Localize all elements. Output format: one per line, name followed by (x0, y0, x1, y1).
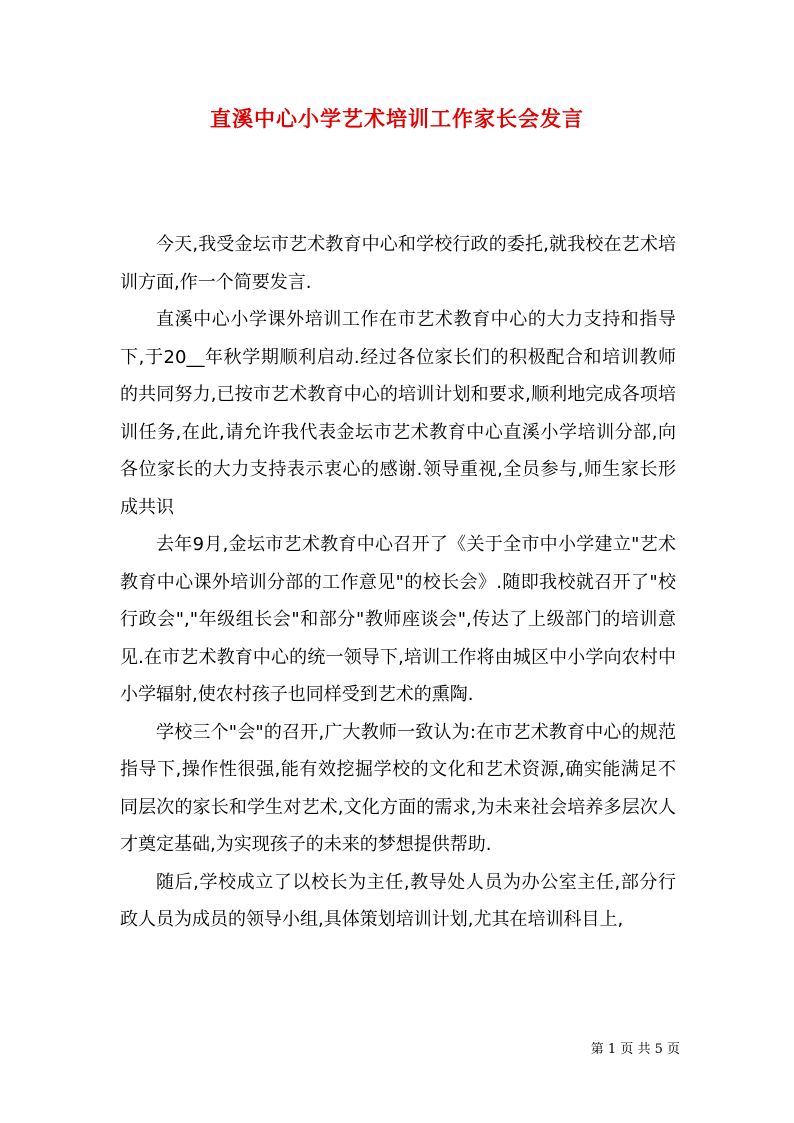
paragraph-3: 去年9月,金坛市艺术教育中心召开了《关于全市中小学建立"艺术教育中心课外培训分部的工作意见"的校长会》.随即我校就召开了"校行政会","年级组长会"和部分"教师座谈会",传达了上级部门的培训意见.在市艺术教育中心的统一领导下,培训工作将由城区中小学向农村中小学辐射,使农村孩子也同样受到艺术的熏陶. (120, 534, 676, 705)
paragraph-2: 直溪中心小学课外培训工作在市艺术教育中心的大力支持和指导下,于20__年秋学期顺利启动.经过各位家长们的积极配合和培训教师的共同努力,已按市艺术教育中心的培训计划和要求,顺利地完成各项培训任务,在此,请允许我代表金坛市艺术教育中心直溪小学培训分部,向各位家长的大力支持表示衷心的感谢.领导重视,全员参与,师生家长形成共识 (120, 309, 676, 518)
paragraph-5: 随后,学校成立了以校长为主任,教导处人员为办公室主任,部分行政人员为成员的领导小组,具体策划培训计划,尤其在培训科目上, (120, 871, 676, 930)
paragraph-4: 学校三个"会"的召开,广大教师一致认为:在市艺术教育中心的规范指导下,操作性很强,能有效挖掘学校的文化和艺术资源,确实能满足不同层次的家长和学生对艺术,文化方面的需求,为未来社会培养多层次人才奠定基础,为实现孩子的未来的梦想提供帮助. (120, 721, 676, 855)
document-body (120, 226, 676, 939)
paragraph-1: 今天,我受金坛市艺术教育中心和学校行政的委托,就我校在艺术培训方面,作一个简要发言. (120, 234, 676, 293)
page-number-footer: 第 1 页 共 5 页 (590, 1042, 680, 1057)
document-title: 直溪中心小学艺术培训工作家长会发言 (210, 106, 584, 131)
